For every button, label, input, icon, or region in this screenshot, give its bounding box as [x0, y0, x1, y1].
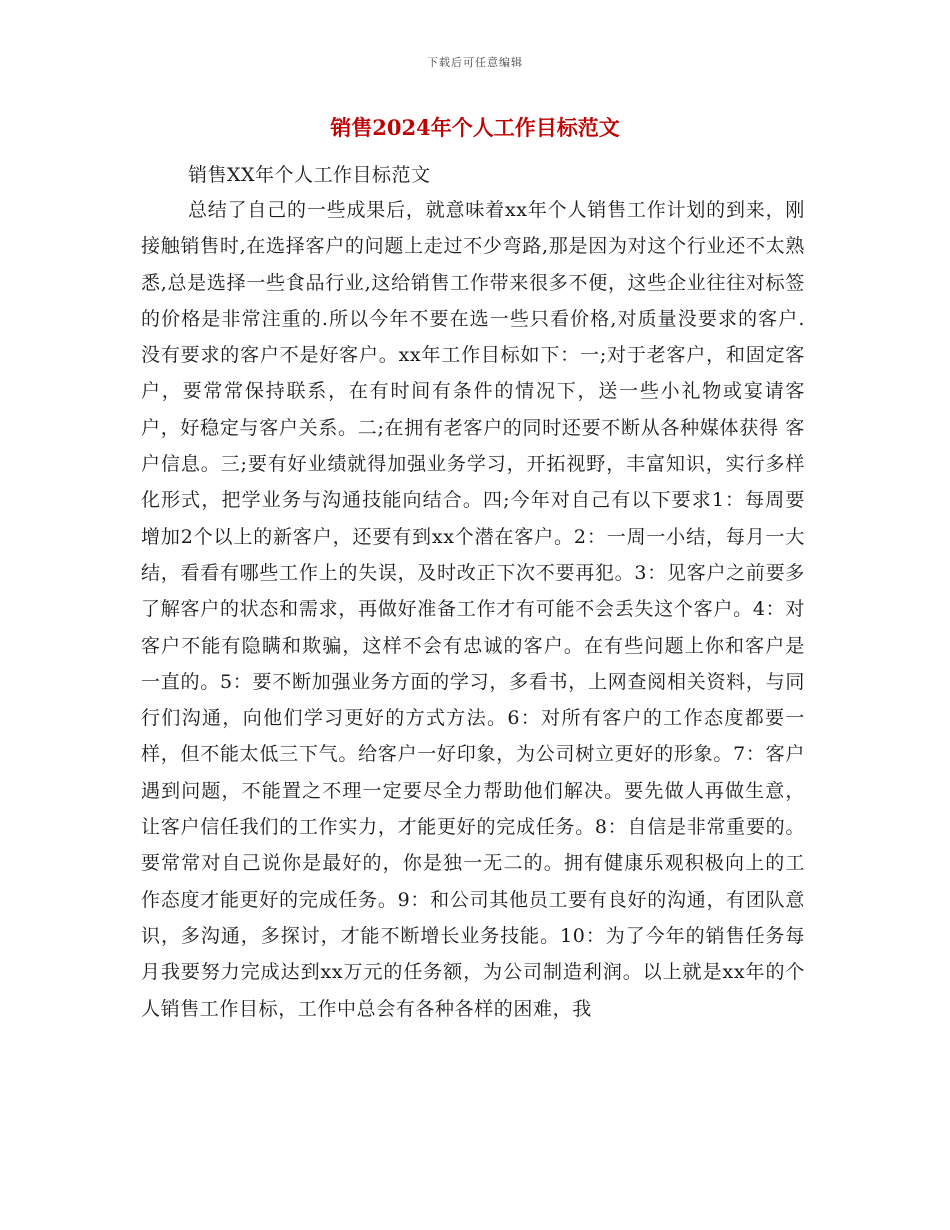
document-subtitle: 销售XX年个人工作目标范文	[188, 164, 431, 186]
document-title: 销售2024年个人工作目标范文	[330, 115, 620, 140]
header-note: 下载后可任意编辑	[427, 56, 523, 69]
body-paragraph: 总结了自己的一些成果后，就意味着xx年个人销售工作计划的到来，刚接触销售时,在选择客户的问题上走过不少弯路,那是因为对这个行业还不太熟悉,总是选择一些食品行业,这给销售工作带来很多不便，这些企业往往对标签的价格是非常注重的.所以今年不要在选一些只看价格,对质量没要求的客户.没有要求的客户不是好客户。xx年工作目标如下：一;对于老客户，和固定客户，要常常保持联系，在有时间有条件的情况下，送一些小礼物或宴请客户，好稳定与客户关系。二;在拥有老客户的同时还要不断从各种媒体获得 客户信息。三;要有好业绩就得加强业务学习，开拓视野，丰富知识，实行多样化形式，把学业务与沟通技能向结合。四;今年对自己有以下要求1：每周要增加2个以上的新客户，还要有到xx个潜在客户。2：一周一小结，每月一大结，看看有哪些工作上的失误，及时改正下次不要再犯。3：见客户之前要多了解客户的状态和需求，再做好准备工作才有可能不会丢失这个客户。4：对客户不能有隐瞒和欺骗，这样不会有忠诚的客户。在有些问题上你和客户是一直的。5：要不断加强业务方面的学习，多看书，上网查阅相关资料，与同行们沟通，向他们学习更好的方式方法。6：对所有客户的工作态度都要一样，但不能太低三下气。给客户一好印象，为公司树立更好的形象。7：客户遇到问题，不能置之不理一定要尽全力帮助他们解决。要先做人再做生意，让客户信任我们的工作实力，才能更好的完成任务。8：自信是非常重要的。要常常对自己说你是最好的，你是独一无二的。拥有健康乐观积极向上的工作态度才能更好的完成任务。9：和公司其他员工要有良好的沟通，有团队意识，多沟通，多探讨，才能不断增长业务技能。10：为了今年的销售任务每月我要努力完成达到xx万元的任务额，为公司制造利润。以上就是xx年的个人销售工作目标，工作中总会有各种各样的困难，我	[141, 199, 805, 1020]
